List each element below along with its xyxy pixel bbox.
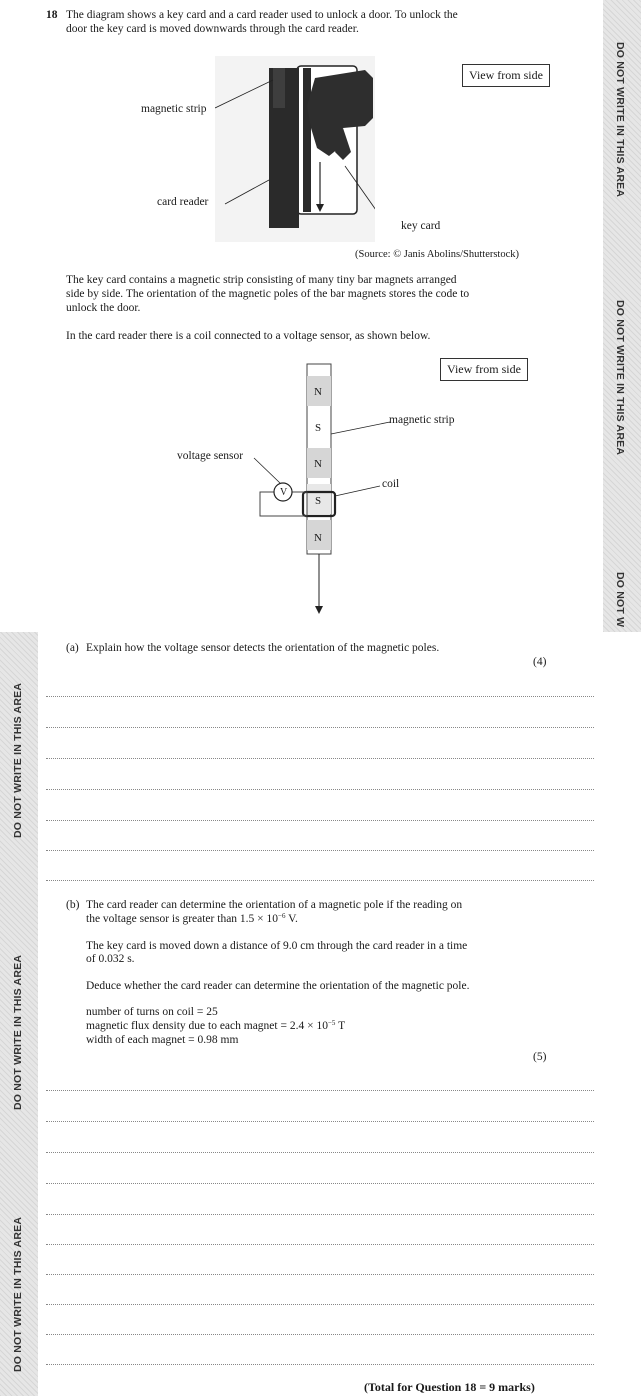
answer-line-a4[interactable]	[46, 789, 594, 790]
pole-label-4: S	[315, 495, 322, 507]
answer-line-b4[interactable]	[46, 1183, 594, 1184]
answer-line-b2[interactable]	[46, 1121, 594, 1122]
view-label-1: View from side	[462, 64, 550, 87]
label-card-reader: card reader	[157, 196, 209, 208]
margin-warning-right-bottom: DO NOT W	[614, 572, 626, 628]
coil-diagram	[250, 362, 390, 620]
strip-motion-arrowhead	[315, 606, 323, 614]
pole-label-2: S	[315, 422, 322, 434]
question-number: 18	[46, 9, 58, 21]
label-voltage-sensor: voltage sensor	[177, 450, 244, 462]
question-total: (Total for Question 18 = 9 marks)	[364, 1380, 535, 1394]
part-a-marks: (4)	[533, 656, 547, 668]
pole-label-5: N	[314, 532, 322, 544]
margin-warning-left-top: DO NOT WRITE IN THIS AREA	[12, 682, 24, 838]
part-b-para2-line-1: The key card is moved down a distance of 9.0 cm through the card reader in a time	[86, 940, 468, 952]
answer-line-a3[interactable]	[46, 758, 594, 759]
answer-line-b7[interactable]	[46, 1274, 594, 1275]
intro-line-1: The diagram shows a key card and a card reader used to unlock a door. To unlock the	[66, 9, 458, 21]
part-a-text: Explain how the voltage sensor detects the orientation of the magnetic poles.	[86, 642, 440, 654]
magnetic-strip-shape	[303, 68, 311, 212]
margin-warning-left-mid: DO NOT WRITE IN THIS AREA	[12, 954, 24, 1110]
keycard-diagram	[215, 56, 375, 242]
voltmeter-symbol: V	[280, 487, 288, 498]
para1-line-2: side by side. The orientation of the magnetic poles of the bar magnets stores the code to	[66, 288, 470, 300]
answer-line-b6[interactable]	[46, 1244, 594, 1245]
label-magnetic-strip-2: magnetic strip	[389, 414, 455, 426]
para1-line-1: The key card contains a magnetic strip consisting of many tiny bar magnets arranged	[66, 274, 457, 286]
label-key-card: key card	[401, 220, 441, 232]
data-width: width of each magnet = 0.98 mm	[86, 1034, 239, 1046]
leader-voltage-sensor	[254, 458, 280, 483]
leader-strip-2	[331, 422, 390, 434]
margin-warning-right-mid: DO NOT WRITE IN THIS AREA	[614, 300, 626, 456]
intro-line-2: door the key card is moved downwards through the card reader.	[66, 23, 359, 35]
part-b-deduce: Deduce whether the card reader can determine the orientation of the magnetic pole.	[86, 980, 470, 992]
pole-label-1: N	[314, 386, 322, 398]
data-turns: number of turns on coil = 25	[86, 1006, 218, 1018]
label-coil: coil	[382, 478, 400, 490]
card-reader-top	[273, 68, 285, 108]
data-flux-density: magnetic flux density due to each magnet = $2.4 \times 10^{-5}$ T	[86, 1019, 346, 1032]
part-b-line-2: the voltage sensor is greater than $1.5 \times 10^{-6}$ V.	[86, 912, 298, 925]
view-label-2: View from side	[440, 358, 528, 381]
leader-coil	[335, 486, 380, 496]
answer-line-b8[interactable]	[46, 1304, 594, 1305]
part-a-label: (a)	[66, 642, 79, 654]
answer-line-b10[interactable]	[46, 1364, 594, 1365]
answer-line-a6[interactable]	[46, 850, 594, 851]
margin-warning-right-top: DO NOT WRITE IN THIS AREA	[614, 42, 626, 198]
label-magnetic-strip-1: magnetic strip	[141, 103, 207, 115]
answer-line-b9[interactable]	[46, 1334, 594, 1335]
para2: In the card reader there is a coil connected to a voltage sensor, as shown below.	[66, 330, 431, 342]
answer-line-a1[interactable]	[46, 696, 594, 697]
part-b-para2-line-2: of 0.032 s.	[86, 953, 135, 965]
answer-line-a7[interactable]	[46, 880, 594, 881]
answer-line-a2[interactable]	[46, 727, 594, 728]
part-b-marks: (5)	[533, 1051, 547, 1063]
part-b-label: (b)	[66, 899, 80, 911]
para1-line-3: unlock the door.	[66, 302, 141, 314]
answer-line-b5[interactable]	[46, 1214, 594, 1215]
margin-warning-left-bottom: DO NOT WRITE IN THIS AREA	[12, 1216, 24, 1372]
image-source: (Source: © Janis Abolins/Shutterstock)	[355, 249, 520, 260]
answer-line-b1[interactable]	[46, 1090, 594, 1091]
answer-line-b3[interactable]	[46, 1152, 594, 1153]
part-b-line-1: The card reader can determine the orientation of a magnetic pole if the reading on	[86, 899, 463, 911]
pole-label-3: N	[314, 458, 322, 470]
answer-line-a5[interactable]	[46, 820, 594, 821]
